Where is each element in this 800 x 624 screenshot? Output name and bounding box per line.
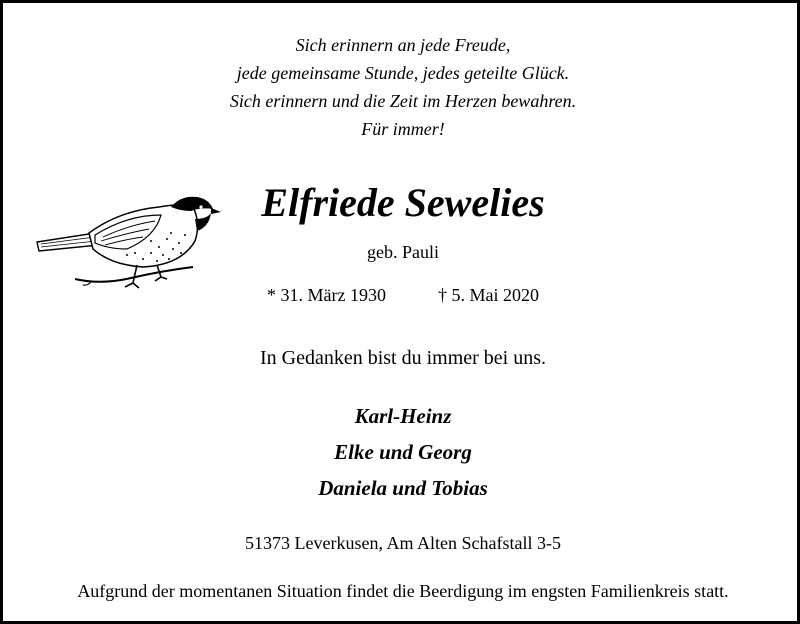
funeral-notice: Aufgrund der momentanen Situation findet die Beerdigung im engsten Familienkreis statt. xyxy=(77,581,729,601)
death-date: † 5. Mai 2020 xyxy=(437,285,539,305)
memorial-message: In Gedanken bist du immer bei uns. xyxy=(259,347,547,369)
poem-line: Für immer! xyxy=(361,119,445,139)
mourner-name: Elke und Georg xyxy=(334,440,472,464)
family-address: 51373 Leverkusen, Am Alten Schafstall 3-5 xyxy=(245,533,561,553)
mourner-name: Daniela und Tobias xyxy=(318,476,488,500)
deceased-name: Elfriede Sewelies xyxy=(261,180,545,225)
birth-name: geb. Pauli xyxy=(367,242,439,262)
birth-date: * 31. März 1930 xyxy=(267,285,386,305)
mourners-list xyxy=(3,398,800,506)
life-dates xyxy=(3,283,800,307)
memorial-poem xyxy=(3,31,800,143)
poem-line: Sich erinnern und die Zeit im Herzen bewahren. xyxy=(229,91,577,111)
poem-line: jede gemeinsame Stunde, jedes geteilte Glück. xyxy=(236,63,570,83)
poem-line: Sich erinnern an jede Freude, xyxy=(295,35,511,55)
mourner-name: Karl-Heinz xyxy=(354,404,452,428)
